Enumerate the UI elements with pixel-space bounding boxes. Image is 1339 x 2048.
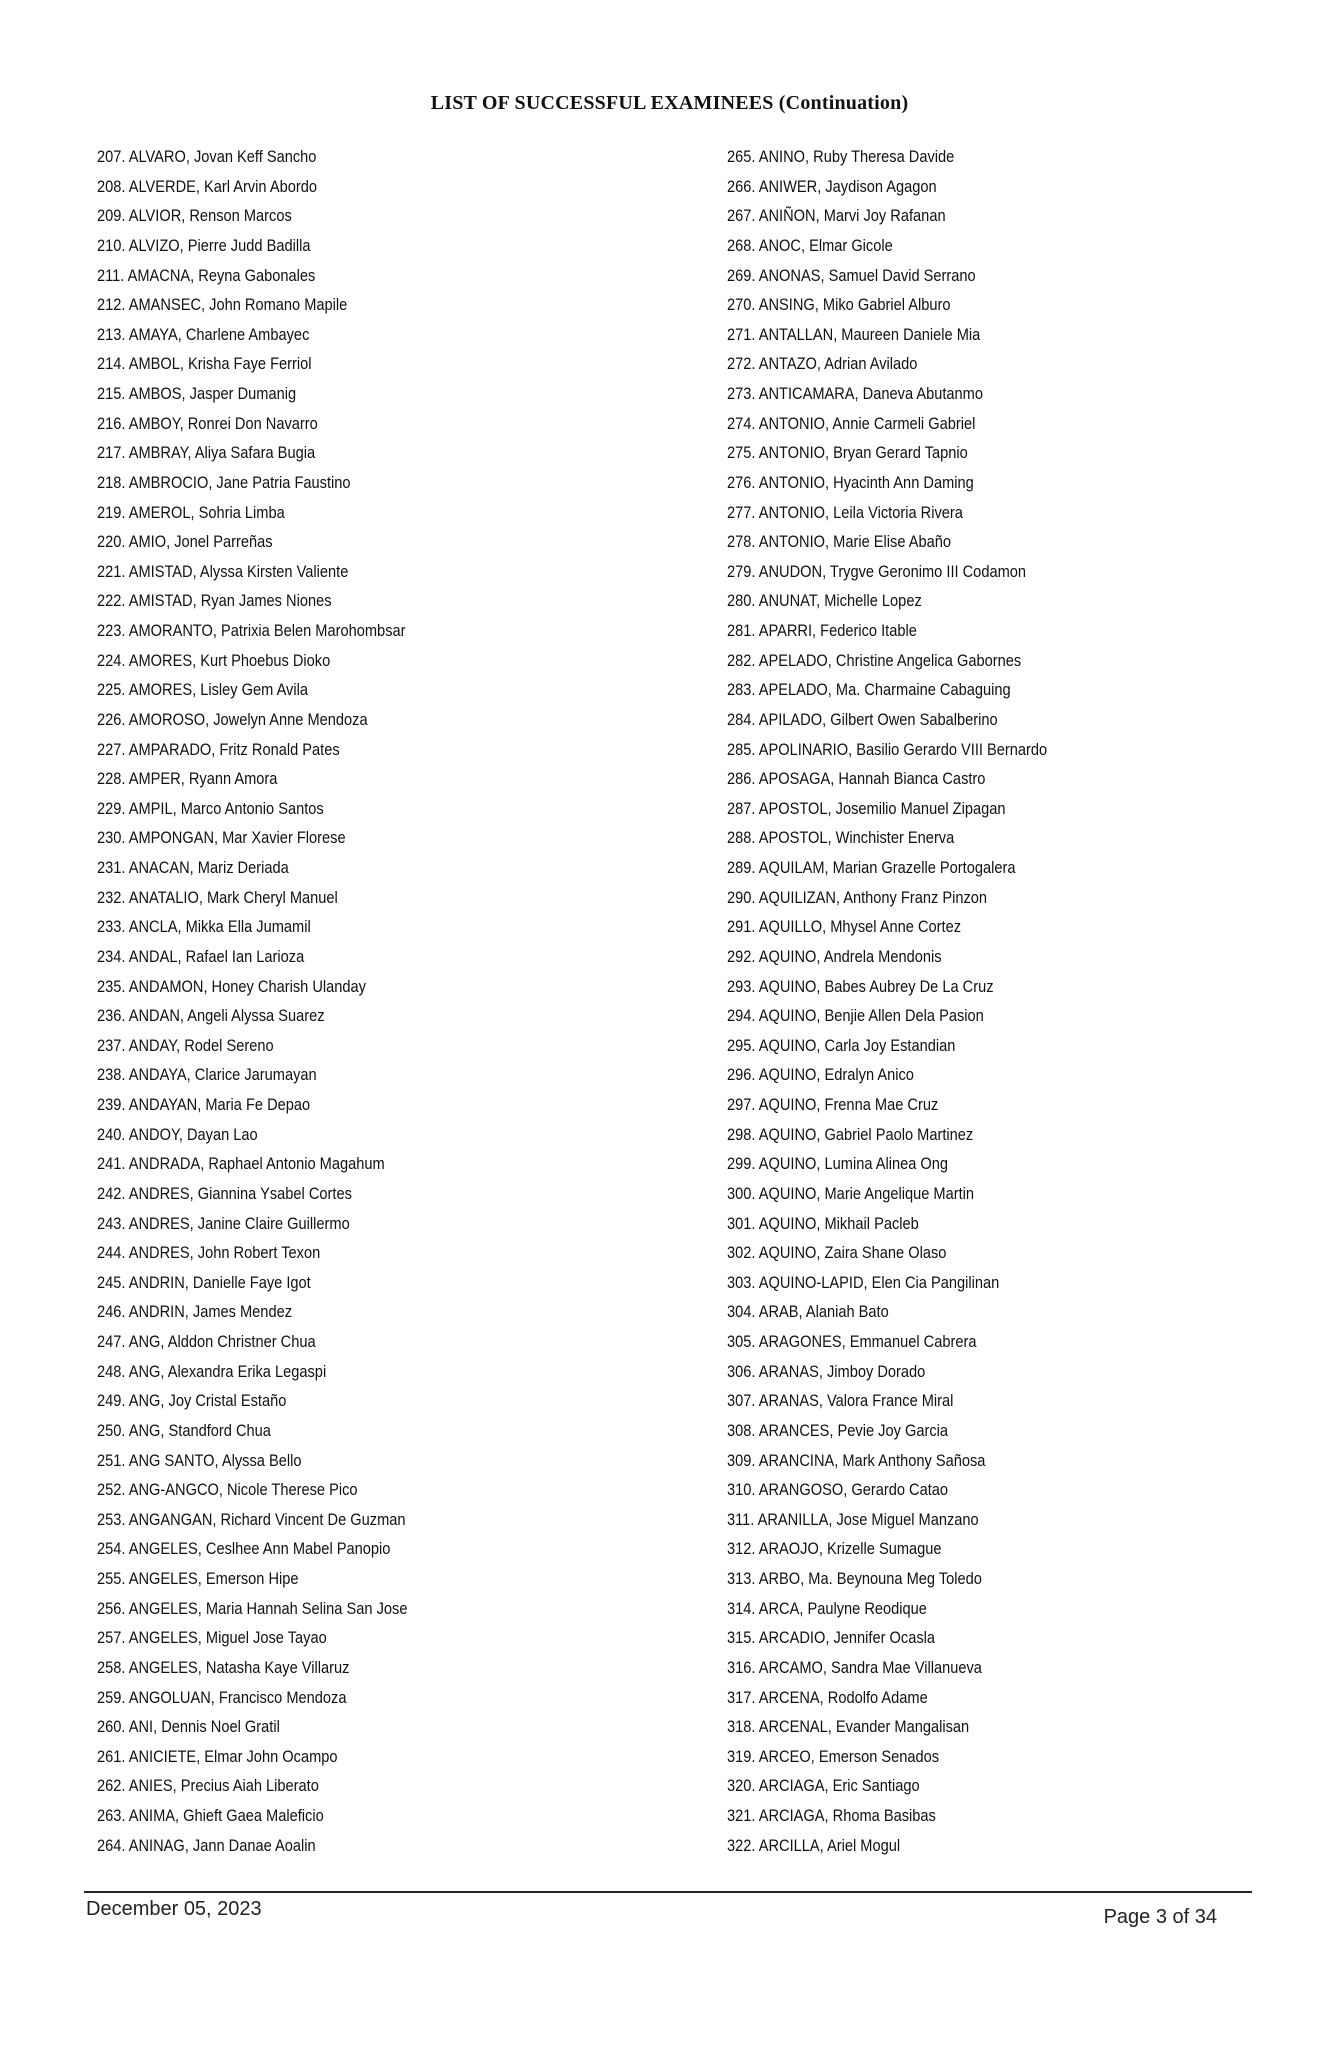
examinee-entry: 289. AQUILAM, Marian Grazelle Portogalera — [727, 858, 1016, 877]
examinee-entry: 280. ANUNAT, Michelle Lopez — [727, 591, 922, 611]
examinee-entry: 312. ARAOJO, Krizelle Sumague — [727, 1539, 942, 1559]
examinee-entry: 208. ALVERDE, Karl Arvin Abordo — [97, 176, 317, 196]
examinee-entry: 302. AQUINO, Zaira Shane Olaso — [727, 1243, 947, 1263]
examinee-entry: 282. APELADO, Christine Angelica Gabornes — [727, 650, 1022, 670]
examinee-entry: 296. AQUINO, Edralyn Anico — [727, 1065, 914, 1085]
examinee-entry: 268. ANOC, Elmar Gicole — [727, 235, 893, 255]
examinee-entry: 320. ARCIAGA, Eric Santiago — [727, 1776, 920, 1796]
examinee-entry: 283. APELADO, Ma. Charmaine Cabaguing — [727, 680, 1011, 700]
examinee-entry: 260. ANI, Dennis Noel Gratil — [97, 1717, 280, 1737]
footer-divider — [84, 1891, 1252, 1893]
examinee-entry: 267. ANIÑON, Marvi Joy Rafanan — [727, 206, 946, 226]
examinee-entry: 252. ANG-ANGCO, Nicole Therese Pico — [97, 1480, 358, 1500]
examinee-entry: 311. ARANILLA, Jose Miguel Manzano — [727, 1509, 979, 1529]
examinee-entry: 263. ANIMA, Ghieft Gaea Maleficio — [97, 1806, 324, 1825]
examinee-entry: 264. ANINAG, Jann Danae Aoalin — [97, 1835, 316, 1855]
examinee-entry: 250. ANG, Standford Chua — [97, 1420, 271, 1440]
examinee-entry: 239. ANDAYAN, Maria Fe Depao — [97, 1095, 311, 1114]
examinee-entry: 274. ANTONIO, Annie Carmeli Gabriel — [727, 413, 976, 433]
examinee-entry: 273. ANTICAMARA, Daneva Abutanmo — [727, 384, 983, 403]
examinee-entry: 216. AMBOY, Ronrei Don Navarro — [97, 413, 318, 433]
examinee-entry: 300. AQUINO, Marie Angelique Martin — [727, 1183, 975, 1203]
examinee-entry: 262. ANIES, Precius Aiah Liberato — [97, 1776, 319, 1796]
examinee-entry: 307. ARANAS, Valora France Miral — [727, 1391, 954, 1411]
examinee-entry: 266. ANIWER, Jaydison Agagon — [727, 176, 937, 196]
examinee-entry: 277. ANTONIO, Leila Victoria Rivera — [727, 502, 963, 522]
examinee-entry: 255. ANGELES, Emerson Hipe — [97, 1569, 299, 1588]
examinee-entry: 246. ANDRIN, James Mendez — [97, 1302, 293, 1322]
examinee-entry: 230. AMPONGAN, Mar Xavier Florese — [97, 828, 346, 848]
examinee-entry: 233. ANCLA, Mikka Ella Jumamil — [97, 917, 311, 937]
examinee-entry: 276. ANTONIO, Hyacinth Ann Daming — [727, 472, 974, 492]
examinee-entry: 207. ALVARO, Jovan Keff Sancho — [97, 147, 317, 166]
examinee-entry: 284. APILADO, Gilbert Owen Sabalberino — [727, 709, 998, 729]
examinee-entry: 214. AMBOL, Krisha Faye Ferriol — [97, 354, 312, 374]
examinee-entry: 222. AMISTAD, Ryan James Niones — [97, 591, 332, 611]
examinee-entry: 238. ANDAYA, Clarice Jarumayan — [97, 1065, 317, 1085]
examinee-entry: 294. AQUINO, Benjie Allen Dela Pasion — [727, 1006, 984, 1026]
examinee-entry: 220. AMIO, Jonel Parreñas — [97, 532, 273, 552]
examinee-entry: 271. ANTALLAN, Maureen Daniele Mia — [727, 324, 981, 344]
examinee-entry: 231. ANACAN, Mariz Deriada — [97, 858, 289, 877]
examinee-entry: 226. AMOROSO, Jowelyn Anne Mendoza — [97, 709, 368, 729]
examinee-entry: 219. AMEROL, Sohria Limba — [97, 502, 285, 522]
examinee-entry: 209. ALVIOR, Renson Marcos — [97, 206, 292, 226]
examinee-entry: 275. ANTONIO, Bryan Gerard Tapnio — [727, 443, 968, 463]
examinee-entry: 288. APOSTOL, Winchister Enerva — [727, 828, 955, 848]
examinee-entry: 299. AQUINO, Lumina Alinea Ong — [727, 1154, 949, 1174]
examinee-entry: 229. AMPIL, Marco Antonio Santos — [97, 798, 324, 818]
examinee-entry: 223. AMORANTO, Patrixia Belen Marohombsar — [97, 621, 406, 640]
examinee-entry: 227. AMPARADO, Fritz Ronald Pates — [97, 739, 340, 759]
examinee-entry: 217. AMBRAY, Aliya Safara Bugia — [97, 443, 316, 463]
examinee-entry: 278. ANTONIO, Marie Elise Abaño — [727, 532, 952, 552]
examinee-entry: 269. ANONAS, Samuel David Serrano — [727, 265, 976, 285]
examinee-entry: 298. AQUINO, Gabriel Paolo Martinez — [727, 1124, 974, 1144]
examinee-entry: 261. ANICIETE, Elmar John Ocampo — [97, 1746, 338, 1766]
examinee-entry: 251. ANG SANTO, Alyssa Bello — [97, 1450, 302, 1470]
examinee-entry: 297. AQUINO, Frenna Mae Cruz — [727, 1095, 939, 1114]
examinee-entry: 224. AMORES, Kurt Phoebus Dioko — [97, 650, 331, 670]
examinee-entry: 314. ARCA, Paulyne Reodique — [727, 1598, 927, 1618]
examinee-entry: 303. AQUINO-LAPID, Elen Cia Pangilinan — [727, 1272, 1000, 1292]
examinee-entry: 295. AQUINO, Carla Joy Estandian — [727, 1035, 956, 1055]
examinee-entry: 225. AMORES, Lisley Gem Avila — [97, 680, 309, 700]
examinee-entry: 237. ANDAY, Rodel Sereno — [97, 1035, 274, 1055]
examinee-entry: 305. ARAGONES, Emmanuel Cabrera — [727, 1332, 977, 1351]
examinee-entry: 318. ARCENAL, Evander Mangalisan — [727, 1717, 970, 1737]
examinee-entry: 235. ANDAMON, Honey Charish Ulanday — [97, 976, 366, 996]
examinee-entry: 279. ANUDON, Trygve Geronimo III Codamon — [727, 561, 1027, 581]
examinee-entry: 253. ANGANGAN, Richard Vincent De Guzman — [97, 1509, 406, 1529]
examinee-entry: 244. ANDRES, John Robert Texon — [97, 1243, 321, 1263]
examinee-entry: 272. ANTAZO, Adrian Avilado — [727, 354, 918, 374]
examinee-entry: 287. APOSTOL, Josemilio Manuel Zipagan — [727, 798, 1006, 818]
examinee-entry: 316. ARCAMO, Sandra Mae Villanueva — [727, 1657, 982, 1677]
examinee-entry: 243. ANDRES, Janine Claire Guillermo — [97, 1213, 350, 1233]
examinee-entry: 242. ANDRES, Giannina Ysabel Cortes — [97, 1183, 352, 1203]
examinee-entry: 309. ARANCINA, Mark Anthony Sañosa — [727, 1450, 986, 1470]
examinee-entry: 247. ANG, Alddon Christner Chua — [97, 1332, 316, 1351]
examinee-entry: 319. ARCEO, Emerson Senados — [727, 1746, 940, 1766]
examinee-entry: 258. ANGELES, Natasha Kaye Villaruz — [97, 1657, 350, 1677]
examinee-entry: 292. AQUINO, Andrela Mendonis — [727, 946, 942, 966]
examinee-entry: 256. ANGELES, Maria Hannah Selina San Jose — [97, 1598, 408, 1618]
examinee-entry: 221. AMISTAD, Alyssa Kirsten Valiente — [97, 561, 349, 581]
examinee-entry: 286. APOSAGA, Hannah Bianca Castro — [727, 769, 986, 789]
examinee-entry: 211. AMACNA, Reyna Gabonales — [97, 265, 316, 285]
examinee-entry: 291. AQUILLO, Mhysel Anne Cortez — [727, 917, 962, 937]
examinee-entry: 232. ANATALIO, Mark Cheryl Manuel — [97, 887, 338, 907]
examinee-entry: 270. ANSING, Miko Gabriel Alburo — [727, 295, 951, 315]
examinee-entry: 285. APOLINARIO, Basilio Gerardo VIII Bernardo — [727, 739, 1048, 759]
examinee-entry: 257. ANGELES, Miguel Jose Tayao — [97, 1628, 327, 1648]
examinee-entry: 234. ANDAL, Rafael Ian Larioza — [97, 946, 305, 966]
examinee-entry: 290. AQUILIZAN, Anthony Franz Pinzon — [727, 887, 988, 907]
examinee-entry: 210. ALVIZO, Pierre Judd Badilla — [97, 235, 311, 255]
examinee-entry: 259. ANGOLUAN, Francisco Mendoza — [97, 1687, 347, 1707]
examinee-entry: 236. ANDAN, Angeli Alyssa Suarez — [97, 1006, 325, 1026]
examinee-entry: 306. ARANAS, Jimboy Dorado — [727, 1361, 926, 1381]
examinee-entry: 304. ARAB, Alaniah Bato — [727, 1302, 889, 1322]
examinee-entry: 248. ANG, Alexandra Erika Legaspi — [97, 1361, 327, 1381]
examinee-entry: 293. AQUINO, Babes Aubrey De La Cruz — [727, 976, 994, 996]
examinee-entry: 313. ARBO, Ma. Beynouna Meg Toledo — [727, 1569, 982, 1588]
examinee-entry: 215. AMBOS, Jasper Dumanig — [97, 384, 297, 403]
examinee-entry: 265. ANINO, Ruby Theresa Davide — [727, 147, 955, 166]
examinee-entry: 241. ANDRADA, Raphael Antonio Magahum — [97, 1154, 385, 1174]
examinee-entry: 240. ANDOY, Dayan Lao — [97, 1124, 258, 1144]
examinee-entry: 322. ARCILLA, Ariel Mogul — [727, 1835, 901, 1855]
page-title: LIST OF SUCCESSFUL EXAMINEES (Continuation) — [430, 92, 909, 114]
examinee-entry: 315. ARCADIO, Jennifer Ocasla — [727, 1628, 936, 1648]
examinee-entry: 308. ARANCES, Pevie Joy Garcia — [727, 1420, 949, 1440]
examinee-entry: 301. AQUINO, Mikhail Pacleb — [727, 1213, 919, 1233]
examinee-entry: 213. AMAYA, Charlene Ambayec — [97, 324, 310, 344]
examinee-entry: 317. ARCENA, Rodolfo Adame — [727, 1687, 928, 1707]
examinee-list-right — [727, 142, 1287, 1860]
examinee-entry: 310. ARANGOSO, Gerardo Catao — [727, 1480, 949, 1500]
examinee-entry: 218. AMBROCIO, Jane Patria Faustino — [97, 472, 351, 492]
footer-page-number: Page 3 of 34 — [1103, 1906, 1217, 1928]
examinee-entry: 212. AMANSEC, John Romano Mapile — [97, 295, 348, 315]
examinee-entry: 321. ARCIAGA, Rhoma Basibas — [727, 1806, 936, 1825]
examinee-list-left — [97, 142, 657, 1860]
examinee-entry: 245. ANDRIN, Danielle Faye Igot — [97, 1272, 311, 1292]
examinee-entry: 249. ANG, Joy Cristal Estaño — [97, 1391, 287, 1411]
examinee-entry: 254. ANGELES, Ceslhee Ann Mabel Panopio — [97, 1539, 391, 1559]
examinee-entry: 281. APARRI, Federico Itable — [727, 621, 917, 640]
footer-date: December 05, 2023 — [86, 1898, 262, 1920]
examinee-entry: 228. AMPER, Ryann Amora — [97, 769, 278, 789]
